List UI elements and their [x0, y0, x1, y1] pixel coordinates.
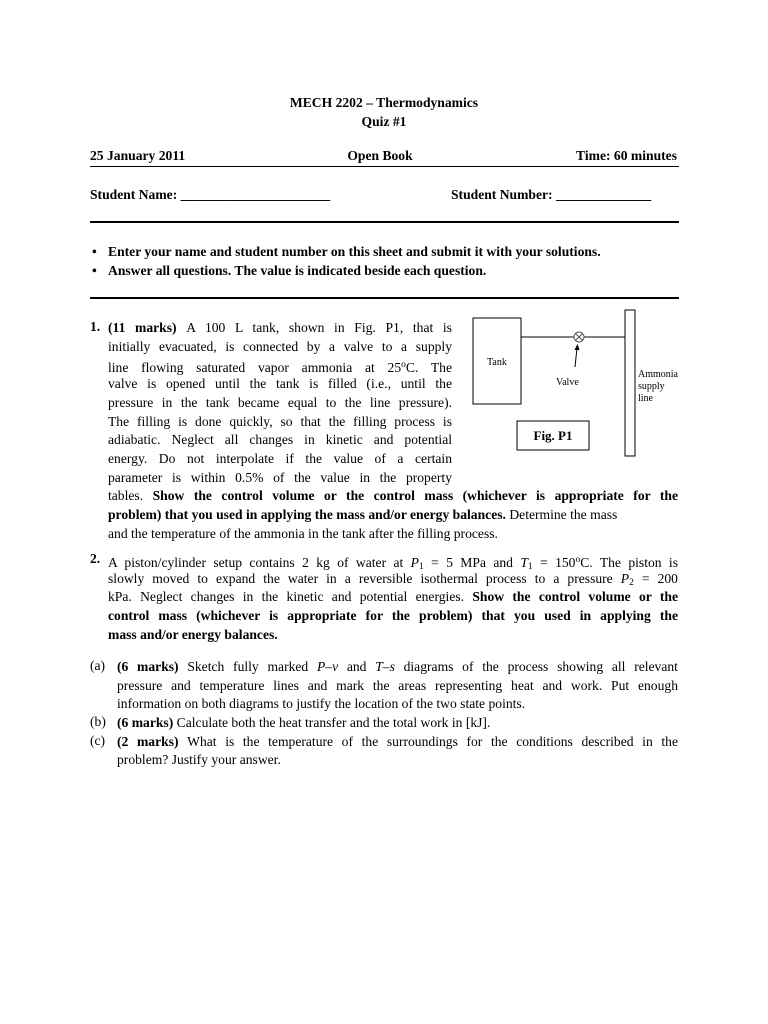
divider: [90, 221, 679, 223]
course-title: MECH 2202 – Thermodynamics: [289, 95, 479, 110]
divider: [90, 297, 679, 299]
quiz-time: Time: 60 minutes: [576, 148, 677, 163]
instruction-item: Enter your name and student number on this sheet and submit it with your solutions.: [108, 244, 601, 259]
q2-text: kPa. Neglect changes in the kinetic and potential energies.: [108, 589, 465, 605]
q2-text: = 150: [540, 555, 576, 570]
valve-label: Valve: [556, 377, 579, 388]
q1-line-11: [108, 506, 617, 525]
symbol: T: [520, 555, 528, 570]
q1-emphasis: problem) that you used in applying the mass and/or energy balances.: [108, 507, 506, 522]
degree-mark: o: [401, 360, 406, 371]
part-text: Calculate both the heat transfer and the total work in [kJ].: [176, 715, 491, 730]
student-number-field: Student Number: ______________: [451, 187, 652, 202]
bullet-icon: •: [92, 244, 97, 259]
supply-line-shape: [625, 310, 635, 456]
q1-line-9: parameter is within 0.5% of the value in the property: [108, 469, 452, 485]
symbol: P: [410, 555, 419, 570]
tank-label: Tank: [487, 357, 507, 368]
q1-marks: (11 marks): [108, 320, 177, 335]
question-number: 2.: [90, 551, 101, 566]
divider: [90, 166, 679, 167]
q1-line-4: valve is opened until the tank is filled (i.e., until the: [108, 376, 452, 392]
q2-text: = 200: [641, 570, 678, 586]
part-b-line: [117, 714, 490, 733]
part-a-line-1: [117, 658, 678, 677]
q1-line-6: The filling is done quickly, so that the filling process is: [108, 413, 452, 429]
figure-caption: Fig. P1: [533, 428, 573, 443]
q1-line-2: initially evacuated, is connected by a valve to a supply: [108, 338, 452, 354]
quiz-title: Quiz #1: [361, 114, 407, 129]
part-label: (c): [90, 732, 106, 748]
q2-text: C. The piston is: [580, 555, 678, 570]
q1-line-1: [108, 319, 452, 338]
q1-line-8: energy. Do not interpolate if the value of a certain: [108, 450, 452, 466]
q1-text: line flowing saturated vapor ammonia at 25: [108, 360, 402, 376]
part-text: Sketch fully marked: [187, 659, 309, 674]
symbol: T–s: [375, 659, 395, 674]
part-text: What is the temperature of the surroundings for the conditions described in the: [187, 733, 678, 749]
subscript: 2: [629, 577, 634, 588]
degree-mark: o: [575, 555, 581, 565]
part-a-line-2: pressure and temperature lines and mark the areas representing heat and work. Put enough: [117, 677, 678, 693]
q1-text: Determine the mass: [509, 507, 618, 522]
part-label: (a): [90, 658, 106, 673]
part-c-line-1: [117, 733, 678, 752]
quiz-date: 25 January 2011: [90, 148, 186, 163]
quiz-mode: Open Book: [347, 148, 413, 163]
q2-emphasis: Show the control volume or the: [472, 589, 678, 605]
supply-label-1: Ammonia: [638, 369, 678, 380]
instruction-item: Answer all questions. The value is indicated beside each question.: [108, 263, 487, 278]
q1-line-7: adiabatic. Neglect all changes in kinetic and potential: [108, 432, 452, 448]
part-marks: (6 marks): [117, 715, 174, 730]
valve-arrow: [575, 348, 577, 367]
q2-text: = 5 MPa and: [431, 555, 513, 570]
bullet-icon: •: [92, 263, 97, 278]
q2-line-5: mass and/or energy balances.: [108, 626, 278, 642]
supply-label-3: line: [638, 393, 653, 404]
q2-text: slowly moved to expand the water in a reversible isothermal process to a pressure: [108, 570, 613, 586]
question-number: 1.: [90, 319, 101, 334]
q1-text: C. The: [405, 360, 452, 376]
q1-text: tables.: [108, 488, 144, 504]
q1-line-12: and the temperature of the ammonia in the tank after the filling process.: [108, 525, 498, 541]
q1-text: A 100 L tank, shown in Fig. P1, that is: [186, 320, 452, 335]
part-text: diagrams of the process showing all relevant: [403, 659, 678, 674]
q1-emphasis: Show the control volume or the control mass (whichever is appropriate for the: [152, 488, 678, 504]
q1-line-5: pressure in the tank became equal to the line pressure).: [108, 394, 452, 410]
q2-line-4: control mass (whichever is appropriate for the problem) that you used in applying the: [108, 608, 678, 624]
part-label: (b): [90, 714, 106, 729]
subscript: 1: [527, 562, 533, 572]
part-marks: (2 marks): [117, 733, 179, 749]
student-name-field: Student Name: ______________________: [90, 187, 331, 202]
part-text: and: [346, 659, 367, 674]
q1-line-10: [108, 487, 678, 506]
part-a-line-3: information on both diagrams to justify the location of the two state points.: [117, 696, 526, 712]
part-c-line-2: problem? Justify your answer.: [117, 752, 281, 768]
figure-p1: [466, 305, 680, 460]
part-marks: (6 marks): [117, 659, 179, 674]
supply-label-2: supply: [638, 381, 665, 392]
q2-line-3: [108, 588, 678, 607]
q2-text: A piston/cylinder setup contains 2 kg of water at: [108, 555, 404, 570]
symbol: P–v: [316, 659, 339, 674]
symbol: P: [620, 570, 630, 586]
subscript: 1: [418, 562, 424, 572]
